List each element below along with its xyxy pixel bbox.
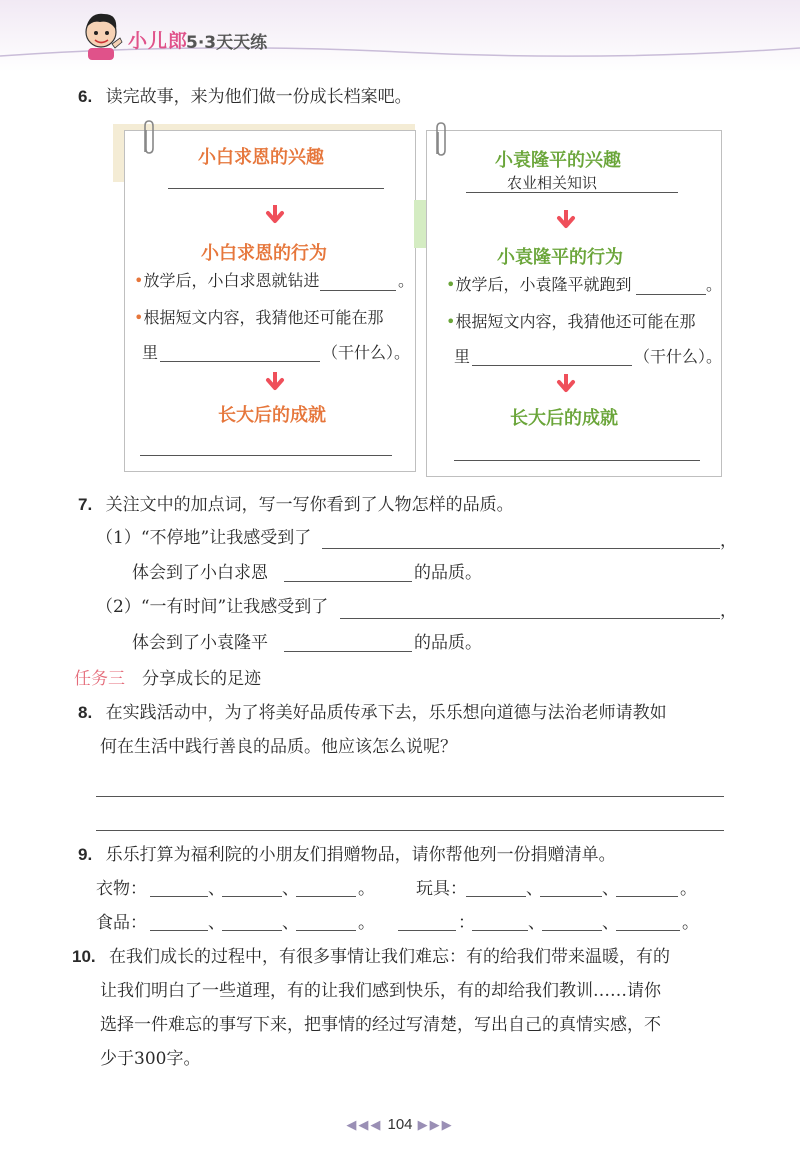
q8-text-2: 何在生活中践行善良的品质。他应该怎么说呢？ <box>100 737 457 757</box>
right-bullet-1-end: 。 <box>706 275 723 294</box>
bullet-dot: • <box>446 275 456 294</box>
q9-toys-label: 玩具： <box>416 879 467 899</box>
q9-sep: 、 <box>282 879 299 899</box>
q9-heading <box>78 844 616 866</box>
paperclip-icon <box>432 120 448 158</box>
q7-item2-comma: ， <box>720 601 737 621</box>
left-interest-title: 小白求恩的兴趣 <box>198 147 324 168</box>
q6-heading <box>78 86 412 108</box>
right-bullet-2 <box>446 311 695 333</box>
q7-item1-suffix: 的品质。 <box>414 563 482 583</box>
q9-clothes-blank-1[interactable] <box>150 896 208 897</box>
task3-header <box>74 664 261 689</box>
page-number: 104 <box>387 1116 413 1133</box>
q8-number: 8. <box>78 703 93 722</box>
q9-end: 。 <box>680 879 697 899</box>
q7-item1-line2: 体会到了小白求恩 <box>132 563 268 583</box>
q7-item2-blank[interactable] <box>340 618 720 619</box>
q9-text: 乐乐打算为福利院的小朋友们捐赠物品，请你帮他列一份捐赠清单。 <box>105 845 616 865</box>
q10-line1 <box>72 946 670 968</box>
q9-sep: 、 <box>208 879 225 899</box>
right-interest-blank <box>466 192 678 193</box>
right-interest-title: 小袁隆平的兴趣 <box>495 150 621 171</box>
q10-number: 10. <box>72 947 96 966</box>
left-interest-blank[interactable] <box>168 188 384 189</box>
bullet-dot: • <box>134 271 144 290</box>
task3-title: 分享成长的足迹 <box>142 669 262 689</box>
q8-answer-line-1[interactable] <box>96 796 724 797</box>
q9-food-blank-1[interactable] <box>150 930 208 931</box>
q9-food-label: 食品： <box>96 913 147 933</box>
q9-sep: 、 <box>528 913 545 933</box>
left-bullet-1 <box>134 270 319 292</box>
down-arrow-icon <box>556 374 576 396</box>
q9-toys-blank-3[interactable] <box>616 896 678 897</box>
down-arrow-icon <box>265 372 285 394</box>
q8-line1 <box>78 702 667 724</box>
q9-sep: 、 <box>602 913 619 933</box>
left-bullet-2 <box>134 307 383 329</box>
q9-food-blank-3[interactable] <box>296 930 356 931</box>
q9-custom-blank-2[interactable] <box>542 930 602 931</box>
right-bullet-1-blank[interactable] <box>636 294 706 295</box>
left-bullet-2-text: 根据短文内容，我猜他还可能在那 <box>143 308 384 327</box>
left-bullet-1-end: 。 <box>398 271 415 290</box>
left-bullet-1-text: 放学后，小白求恩就钻进 <box>143 271 320 290</box>
page-footer <box>340 1114 460 1133</box>
right-bullet-1 <box>446 274 631 296</box>
series-title: 5·3天天练 <box>186 33 268 53</box>
q7-item1-blank[interactable] <box>322 548 720 549</box>
left-achievement-title: 长大后的成就 <box>218 405 326 426</box>
q9-colon: ： <box>458 913 475 933</box>
q9-custom-category-blank[interactable] <box>398 930 456 931</box>
q9-end: 。 <box>358 879 375 899</box>
right-behavior-title: 小袁隆平的行为 <box>497 247 623 268</box>
q9-sep: 、 <box>526 879 543 899</box>
q7-text: 关注文中的加点词，写一写你看到了人物怎样的品质。 <box>105 495 514 515</box>
right-bullet-2-text: 根据短文内容，我猜他还可能在那 <box>455 312 696 331</box>
q7-number: 7. <box>78 495 93 514</box>
down-arrow-icon <box>556 210 576 232</box>
left-bullet-2-blank[interactable] <box>160 361 320 362</box>
q9-sep: 、 <box>282 913 299 933</box>
left-achievement-blank[interactable] <box>140 455 392 456</box>
bullet-dot: • <box>134 308 144 327</box>
q7-item1-comma: ， <box>720 531 737 551</box>
right-bullet-1-text: 放学后，小袁隆平就跑到 <box>455 275 632 294</box>
left-bullet-1-blank[interactable] <box>320 290 396 291</box>
q10-text-3: 选择一件难忘的事写下来，把事情的经过写清楚，写出自己的真情实感，不 <box>100 1015 661 1035</box>
right-bullet-2-end: （干什么）。 <box>634 347 723 366</box>
q10-text-2: 让我们明白了一些道理，有的让我们感到快乐，有的却给我们教训……请你 <box>100 981 661 1001</box>
right-card-tab <box>414 200 426 248</box>
mascot-boy-icon <box>78 8 124 60</box>
q9-food-blank-2[interactable] <box>222 930 282 931</box>
q7-item2-suffix: 的品质。 <box>414 633 482 653</box>
q9-sep: 、 <box>208 913 225 933</box>
q9-end: 。 <box>358 913 375 933</box>
q7-item2-prompt: （2）“一有时间”让我感受到了 <box>96 597 329 617</box>
left-behavior-title: 小白求恩的行为 <box>201 243 327 264</box>
q9-custom-blank-3[interactable] <box>616 930 680 931</box>
q7-item2-quality-blank[interactable] <box>284 651 412 652</box>
left-bullet-2-line2: 里 <box>142 343 159 362</box>
q9-clothes-blank-3[interactable] <box>296 896 356 897</box>
right-bullet-2-blank[interactable] <box>472 365 632 366</box>
q9-end: 。 <box>682 913 699 933</box>
prev-page-arrows: ◀◀◀ <box>346 1118 383 1133</box>
paperclip-icon <box>140 118 156 156</box>
next-page-arrows: ▶▶▶ <box>417 1118 454 1133</box>
q9-number: 9. <box>78 845 93 864</box>
q7-item2-line2: 体会到了小袁隆平 <box>132 633 268 653</box>
down-arrow-icon <box>265 205 285 227</box>
q6-text: 读完故事，来为他们做一份成长档案吧。 <box>105 87 412 107</box>
q10-text-1: 在我们成长的过程中，有很多事情让我们难忘：有的给我们带来温暖，有的 <box>109 947 671 967</box>
q7-item1-quality-blank[interactable] <box>284 581 412 582</box>
q9-clothes-blank-2[interactable] <box>222 896 282 897</box>
bullet-dot: • <box>446 312 456 331</box>
right-bullet-2-line2: 里 <box>454 347 471 366</box>
q9-custom-blank-1[interactable] <box>472 930 528 931</box>
right-achievement-title: 长大后的成就 <box>510 408 618 429</box>
q7-heading <box>78 494 514 516</box>
right-achievement-blank[interactable] <box>454 460 700 461</box>
q8-text-1: 在实践活动中，为了将美好品质传承下去，乐乐想向道德与法治老师请教如 <box>105 703 667 723</box>
left-bullet-2-end: （干什么）。 <box>322 343 411 362</box>
q10-text-4: 少于300字。 <box>100 1049 201 1069</box>
task3-label: 任务三 <box>74 669 125 689</box>
q9-toys-blank-1[interactable] <box>466 896 526 897</box>
q6-number: 6. <box>78 87 93 106</box>
q9-sep: 、 <box>602 879 619 899</box>
q8-answer-line-2[interactable] <box>96 830 724 831</box>
q9-toys-blank-2[interactable] <box>540 896 602 897</box>
right-interest-answer[interactable]: 农业相关知识 <box>507 174 598 192</box>
q7-item1-prompt: （1）“不停地”让我感受到了 <box>96 528 312 548</box>
brand-logo-text: 小儿郎 <box>128 30 189 52</box>
q9-clothes-label: 衣物： <box>96 879 147 899</box>
